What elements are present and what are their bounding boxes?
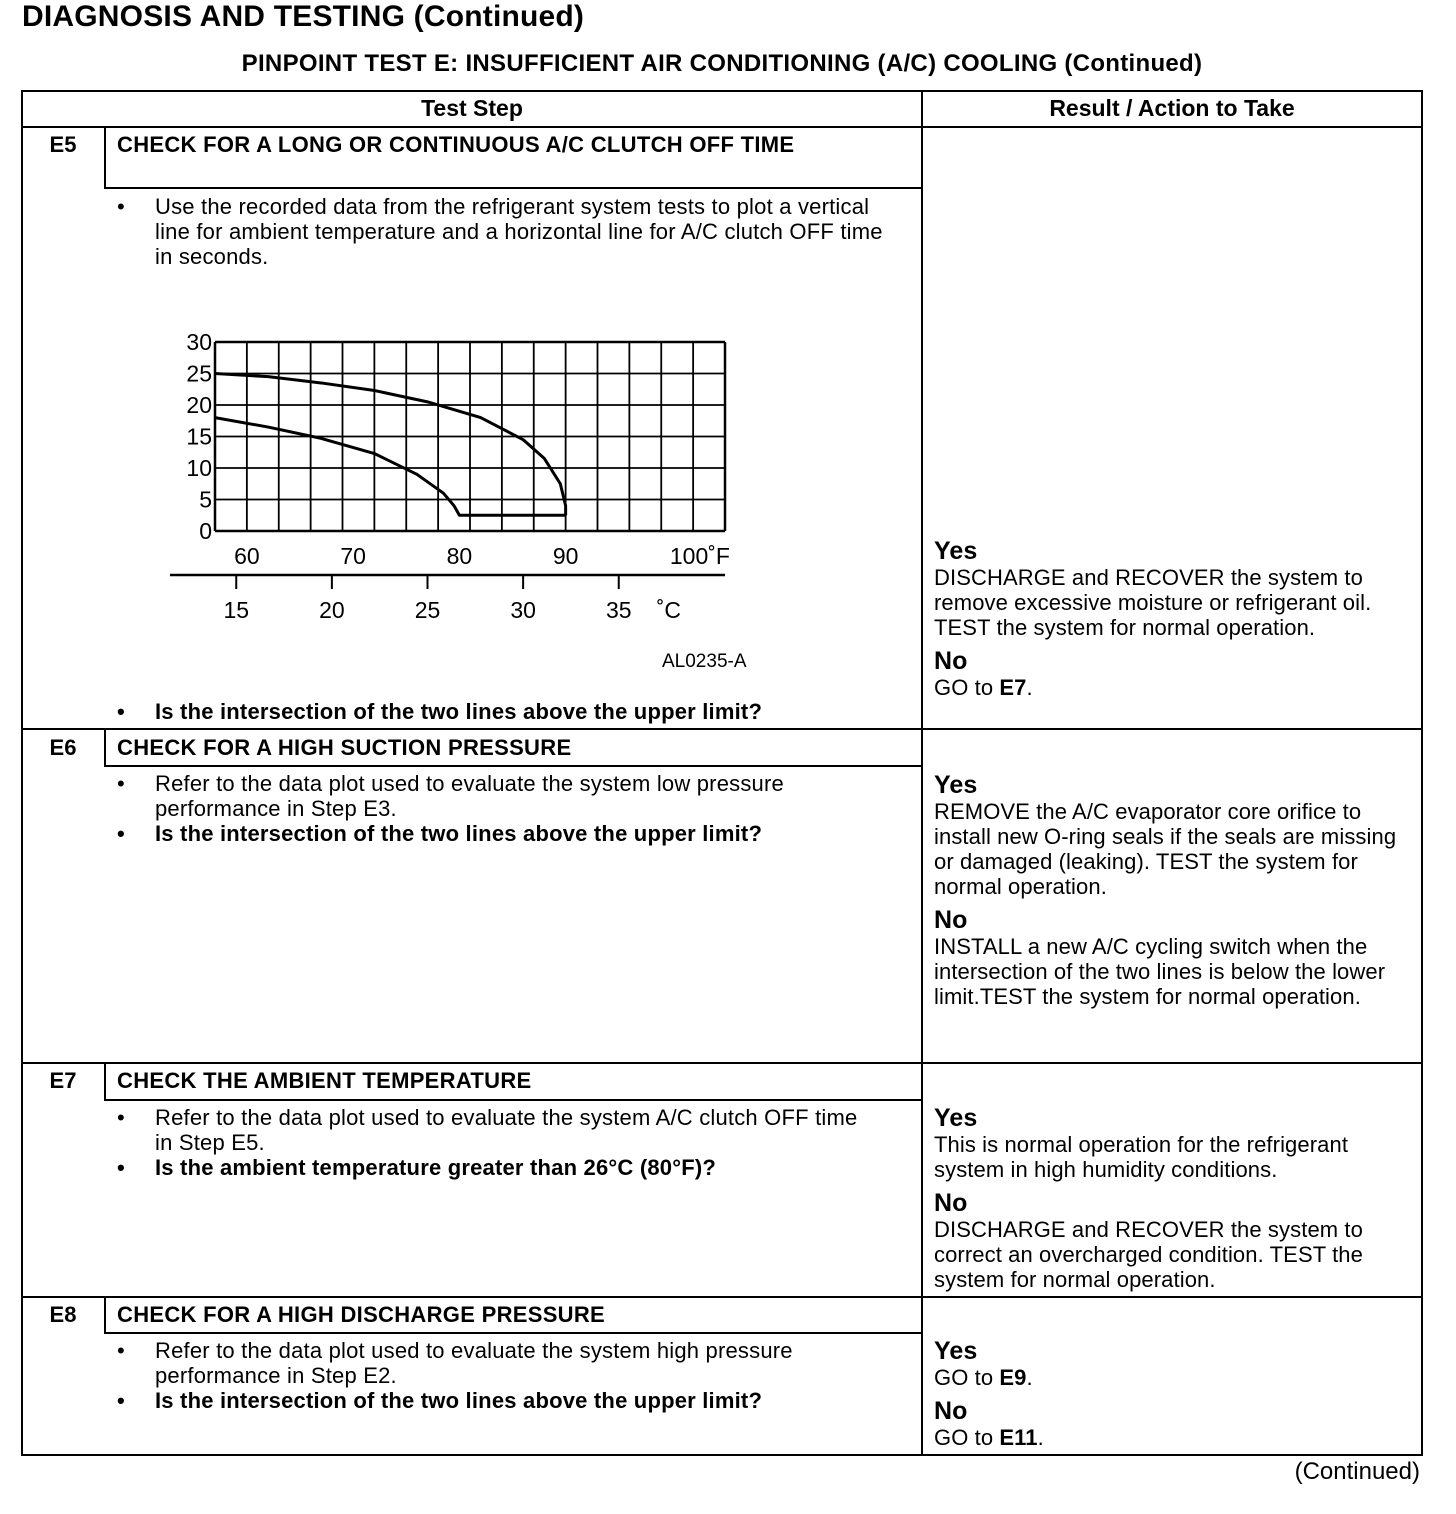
step-title: CHECK FOR A HIGH SUCTION PRESSURE (117, 735, 572, 760)
result-block (934, 1337, 1416, 1450)
yes-action: This is normal operation for the refrigerant system in high humidity conditions. (934, 1132, 1349, 1182)
result-block (934, 771, 1416, 1009)
no-action: GO to E11. (934, 1425, 1044, 1450)
no-action: DISCHARGE and RECOVER the system to correct an overcharged condition. TEST the system for normal operation. (934, 1217, 1363, 1292)
step-title: CHECK THE AMBIENT TEMPERATURE (117, 1068, 532, 1093)
bullet-item: • Use the recorded data from the refrigerant system tests to plot a vertical line for ambient temperature and a horizontal line for A/C clutch OFF time in seconds. (117, 194, 883, 269)
x-tick-label: 100˚F (669, 543, 730, 569)
celsius-tick-label: 20 (319, 597, 345, 623)
step-id: E5 (49, 132, 77, 157)
e5-title-divider (104, 187, 922, 189)
bullet-question: • Is the intersection of the two lines above the upper limit? (117, 1388, 763, 1413)
lower-limit-curve (215, 418, 566, 516)
celsius-tick-label: 35 (605, 597, 632, 623)
x-tick-label: 60 (234, 543, 260, 569)
page-title: DIAGNOSIS AND TESTING (Continued) (22, 0, 585, 33)
column-header-result: Result / Action to Take (1049, 95, 1295, 121)
e6-row-divider (21, 1062, 1423, 1064)
no-action: INSTALL a new A/C cycling switch when the intersection of the two lines is below the lower limit.TEST the system for normal operation. (934, 934, 1386, 1009)
e7-row-divider (21, 1296, 1423, 1298)
e6-title-divider (104, 765, 922, 767)
e8-id-divider (104, 1296, 106, 1334)
y-tick-label: 20 (186, 392, 212, 418)
step-title: CHECK FOR A HIGH DISCHARGE PRESSURE (117, 1302, 606, 1327)
y-tick-label: 10 (186, 455, 212, 481)
bullet-item: • Refer to the data plot used to evaluate the system high pressure performance in Step E2. (117, 1338, 793, 1388)
no-label: No (934, 1397, 968, 1425)
celsius-unit-label: ˚C (656, 597, 682, 623)
x-tick-label: 80 (446, 543, 473, 569)
celsius-tick-label: 25 (414, 597, 441, 623)
yes-label: Yes (934, 1104, 978, 1132)
e5-row-divider (21, 728, 1423, 730)
x-tick-label: 90 (552, 543, 579, 569)
upper-limit-curve (215, 374, 566, 516)
yes-action: REMOVE the A/C evaporator core orifice to install new O-ring seals if the seals are missing or damaged (leaking). TEST the system for normal operation. (934, 799, 1397, 899)
step-id: E7 (49, 1068, 77, 1093)
celsius-tick-label: 30 (510, 597, 536, 623)
column-header-test-step: Test Step (421, 95, 523, 121)
step-id: E8 (49, 1302, 77, 1327)
bullet-item: • Refer to the data plot used to evaluate the system A/C clutch OFF time in Step E5. (117, 1105, 858, 1155)
yes-action: DISCHARGE and RECOVER the system to remove excessive moisture or refrigerant oil. TEST the system for normal operation. (934, 565, 1372, 640)
bullet-question: • Is the intersection of the two lines above the upper limit? (117, 821, 763, 846)
y-tick-label: 25 (186, 360, 212, 387)
result-block (934, 1104, 1416, 1292)
e6-id-divider (104, 728, 106, 766)
no-label: No (934, 647, 968, 675)
e7-id-divider (104, 1062, 106, 1100)
continued-note: (Continued) (1294, 1458, 1420, 1485)
y-tick-label: 0 (199, 518, 212, 544)
no-label: No (934, 1189, 968, 1217)
column-divider (921, 90, 923, 1456)
e8-title-divider (104, 1332, 922, 1334)
pinpoint-test-title: PINPOINT TEST E: INSUFFICIENT AIR CONDITIONING (A/C) COOLING (Continued) (241, 50, 1203, 77)
celsius-tick-label: 15 (223, 597, 250, 623)
header-row-divider (21, 126, 1423, 128)
yes-label: Yes (934, 537, 978, 565)
no-action: GO to E7. (934, 675, 1033, 700)
e7-title-divider (104, 1099, 922, 1101)
yes-label: Yes (934, 771, 978, 799)
step-title: CHECK FOR A LONG OR CONTINUOUS A/C CLUTCH OFF TIME (117, 132, 795, 157)
y-tick-label: 15 (186, 423, 212, 450)
bullet-question: • Is the ambient temperature greater than 26°C (80°F)? (117, 1155, 717, 1180)
bullet-item: • Refer to the data plot used to evaluate the system low pressure performance in Step E3. (117, 771, 784, 821)
yes-label: Yes (934, 1337, 978, 1365)
figure-id-label: AL0235-A (662, 651, 747, 672)
no-label: No (934, 906, 968, 934)
yes-action: GO to E9. (934, 1365, 1033, 1390)
y-tick-label: 30 (186, 329, 212, 355)
bullet-question: • Is the intersection of the two lines above the upper limit? (117, 699, 763, 724)
e5-id-divider (104, 126, 106, 188)
step-id: E6 (49, 735, 77, 760)
clutch-off-time-chart (150, 325, 770, 675)
x-tick-label: 70 (340, 543, 366, 569)
result-block (934, 537, 1418, 700)
y-tick-label: 5 (199, 486, 212, 513)
